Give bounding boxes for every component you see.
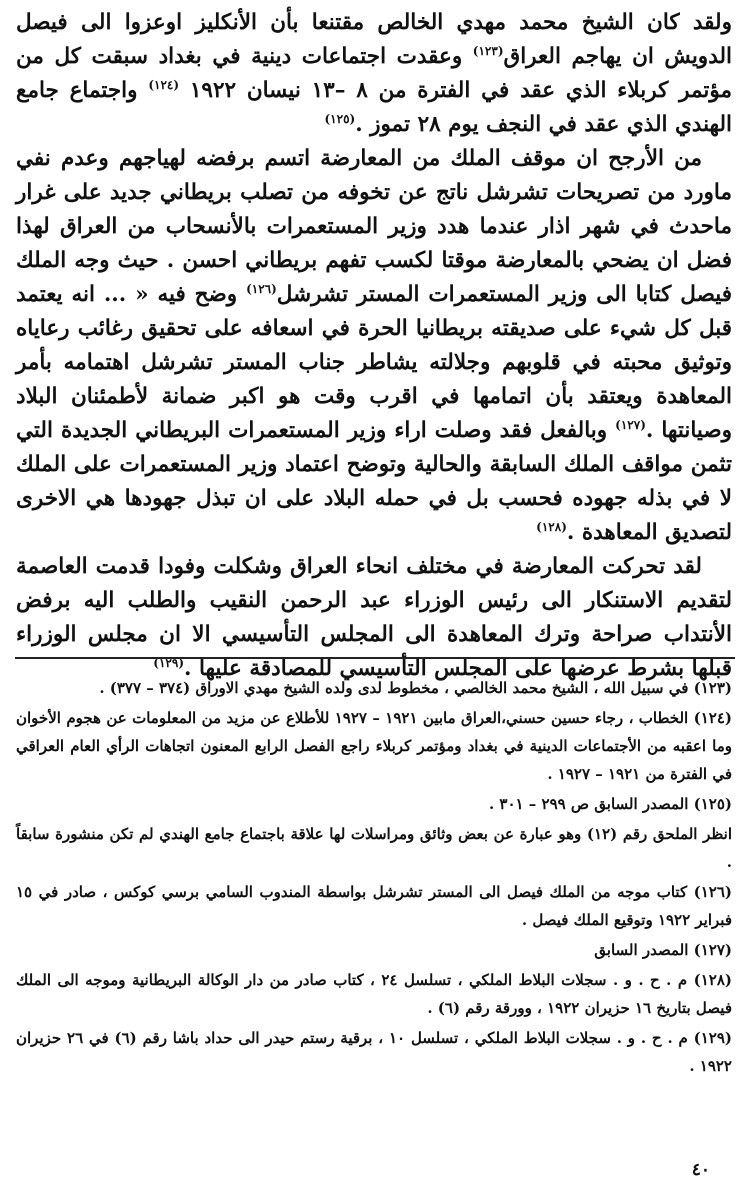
text-run: وعقدت اجتماعات دينية في بغداد سبقت كل من مؤتمر كربلاء الذي عقد في الفترة من ٨ –١٣ نيسان ١٩٢٢ — [16, 44, 732, 103]
footnote-ref-129: (١٢٩) — [153, 655, 184, 670]
page-number: ٤٠ — [691, 1160, 710, 1180]
main-text — [16, 6, 732, 686]
footnote-ref-126: (١٢٦) — [246, 281, 277, 296]
footnote-124: (١٢٤) الخطاب ، رجاء حسين حسني،العراق مابين ١٩٢١ – ١٩٢٧ للأطلاع عن مزيد من المعلومات عن هجوم الأخوان وما اعقبه من الأجتماعات الدينية في بغداد ومؤتمر كربلاء راجع الفصل الرابع المعنون اتجاهات الرأي العام العراقي في الفترة من ١٩٢١ – ١٩٢٧ . — [16, 709, 733, 783]
footnote-appendix-note: انظر الملحق رقم (١٢) وهو عبارة عن بعض وثائق ومراسلات لها علاقة باجتماع جامع الهندي لم تكن منشورة سابقاً . — [16, 825, 732, 871]
text-run: وبالفعل فقد وصلت اراء وزير المستعمرات البريطاني الجديدة التي تثمن مواقف الملك السابقة والحالية وتوضح اعتماد وزير المستعمرات على الملك لا في بذله جهوده فحسب بل في حمله البلاد على ان تبذل جهودها هي الاخرى لتصديق المعاهدة . — [16, 418, 732, 545]
text-run: لقد تحركت المعارضة في مختلف انحاء العراق وشكلت وفودا قدمت العاصمة لتقديم الاستنكار الى رئيس الوزراء عبد الرحمن النقيب والطلب اليه برفض الأنتداب صراحة وترك المعاهدة الى المجلس التأسيسي الا ان مجلس الوزراء قبلها بشرط عرضها على المجلس التأسيسي للمصادقة عليها . — [16, 554, 732, 681]
footnote-ref-127: (١٢٧) — [615, 417, 646, 432]
footnote-128: (١٢٨) م . ح . و . سجلات البلاط الملكي ، تسلسل ٢٤ ، كتاب صادر من دار الوكالة البريطانية وموجه الى الملك فيصل بتاريخ ١٦ حزيران ١٩٢٢ ، وورقة رقم (٦) . — [16, 971, 732, 1017]
paragraph-2 — [16, 142, 732, 550]
footnote-ref-125: (١٢٥) — [324, 111, 356, 126]
footnote-ref-123: (١٢٣) — [472, 43, 504, 58]
text-run: ولقد كان الشيخ محمد مهدي الخالص مقتنعا بأن الأنكليز اوعزوا الى فيصل الدويش ان يهاجم العراق — [16, 10, 733, 69]
footnote-123: (١٢٣) في سبيل الله ، الشيخ محمد الخالصي ، مخطوط لدى ولده الشيخ مهدي الاوراق (٣٧٤ – ٣٧٧) . — [99, 679, 732, 697]
footnotes — [16, 674, 732, 1082]
footnote-129: (١٢٩) م . ح . و . سجلات البلاط الملكي ، تسلسل ١٠ ، برقية رستم حيدر الى حداد باشا رقم (٦) في ٢٦ حزيران ١٩٢٢ . — [16, 1029, 732, 1075]
text-run: واجتماع جامع الهندي الذي عقد في النجف يوم ٢٨ تموز . — [16, 78, 732, 137]
text-run: من الأرجح ان موقف الملك من المعارضة اتسم برفضه لهياجهم وعدم نفي ماورد من تصريحات تشرشل ناتج عن تخوفه من تصلب بريطاني جديد على غرار ماحدث في شهر اذار عندما هدد وزير المستعمرات بالأنسحاب من العراق لهذا فضل ان يضحي بالمعارضة موقتا لكسب تفهم بريطاني احسن . حيث وجه الملك فيصل كتابا الى وزير المستعمرات المستر تشرشل — [16, 146, 732, 307]
text-run: وضح فيه « ... انه يعتمد قبل كل شيء على صديقته بريطانيا الحرة في اسعافه على تحقيق رغائب رعاياه وتوثيق محبته في قلوبهم وجلالته يشاطر جناب المستر تشرشل اهتمامه بأمر المعاهدة ويعتقد بأن اتمامها في اقرب وقت هو اكبر ضمانة لأطمئنان البلاد وصيانتها . — [16, 282, 732, 443]
footnote-ref-124: (١٢٤) — [148, 77, 180, 92]
footnote-divider — [15, 657, 735, 659]
paragraph-3 — [16, 550, 732, 686]
footnote-125: (١٢٥) المصدر السابق ص ٢٩٩ – ٣٠١ . — [488, 795, 732, 813]
paragraph-1 — [16, 6, 732, 142]
footnote-126: (١٢٦) كتاب موجه من الملك فيصل الى المستر تشرشل بواسطة المندوب السامي برسي كوكس ، صادر في ١٥ فبراير ١٩٢٢ وتوقيع الملك فيصل . — [16, 883, 732, 929]
footnote-127: (١٢٧) المصدر السابق — [594, 941, 732, 959]
footnote-ref-128: (١٢٨) — [536, 519, 567, 534]
